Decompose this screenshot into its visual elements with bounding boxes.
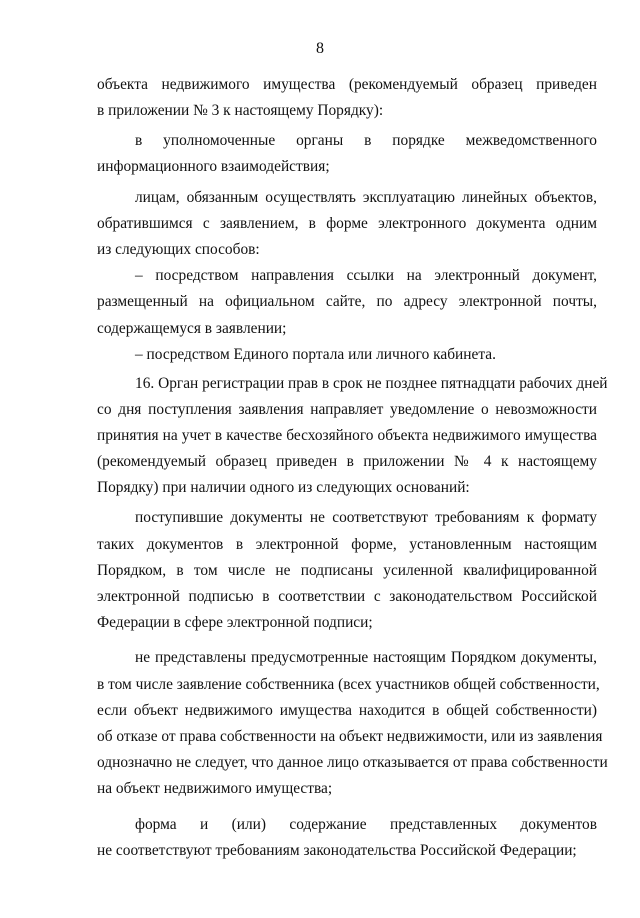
text-line: Порядком, в том числе не подписаны усиленной квалифицированной <box>97 561 597 579</box>
text-line: – посредством направления ссылки на электронный документ, <box>135 267 597 285</box>
text-line: форма и (или) содержание представленных документов <box>135 815 597 833</box>
text-line: не соответствуют требованиям законодательства Российской Федерации; <box>97 841 577 859</box>
text-line: в уполномоченные органы в порядке межведомственного <box>135 132 597 150</box>
text-line: со дня поступления заявления направляет уведомление о невозможности <box>97 400 597 418</box>
text-line: на объект недвижимого имущества; <box>97 780 333 798</box>
document-body <box>97 72 608 864</box>
text-line: – посредством Единого портала или личного кабинета. <box>135 345 496 363</box>
text-line: не представлены предусмотренные настоящим Порядком документы, <box>135 649 597 667</box>
text-line: Порядку) при наличии одного из следующих оснований: <box>97 479 470 497</box>
text-line: 16. Орган регистрации прав в срок не позднее пятнадцати рабочих дней <box>135 374 608 392</box>
text-line: из следующих способов: <box>97 240 260 258</box>
text-line: объекта недвижимого имущества (рекомендуемый образец приведен <box>97 76 597 93</box>
text-line: (рекомендуемый образец приведен в приложении № 4 к настоящему <box>97 453 597 471</box>
text-line: в том числе заявление собственника (всех участников общей собственности, <box>97 675 600 693</box>
text-line: Федерации в сфере электронной подписи; <box>97 614 373 632</box>
text-line: электронной подписью в соответствии с законодательством Российской <box>97 587 597 605</box>
text-line: об отказе от права собственности на объект недвижимости, или из заявления <box>97 728 603 746</box>
text-line: поступившие документы не соответствуют требованиям к формату <box>135 509 597 527</box>
text-line: таких документов в электронной форме, установленным настоящим <box>97 535 597 553</box>
text-line: размещенный на официальном сайте, по адресу электронной почты, <box>97 293 597 311</box>
text-line: принятия на учет в качестве бесхозяйного объекта недвижимого имущества <box>97 426 597 444</box>
text-line: обратившимся с заявлением, в форме электронного документа одним <box>97 214 597 232</box>
text-line: информационного взаимодействия; <box>97 158 330 176</box>
text-line: если объект недвижимого имущества находится в общей собственности) <box>97 701 597 719</box>
text-line: содержащемуся в заявлении; <box>97 319 287 337</box>
text-line: однозначно не следует, что данное лицо отказывается от права собственности <box>97 754 608 772</box>
text-line: лицам, обязанным осуществлять эксплуатацию линейных объектов, <box>135 188 597 206</box>
text-line: в приложении № 3 к настоящему Порядку): <box>97 102 384 120</box>
page-number: 8 <box>316 40 324 57</box>
